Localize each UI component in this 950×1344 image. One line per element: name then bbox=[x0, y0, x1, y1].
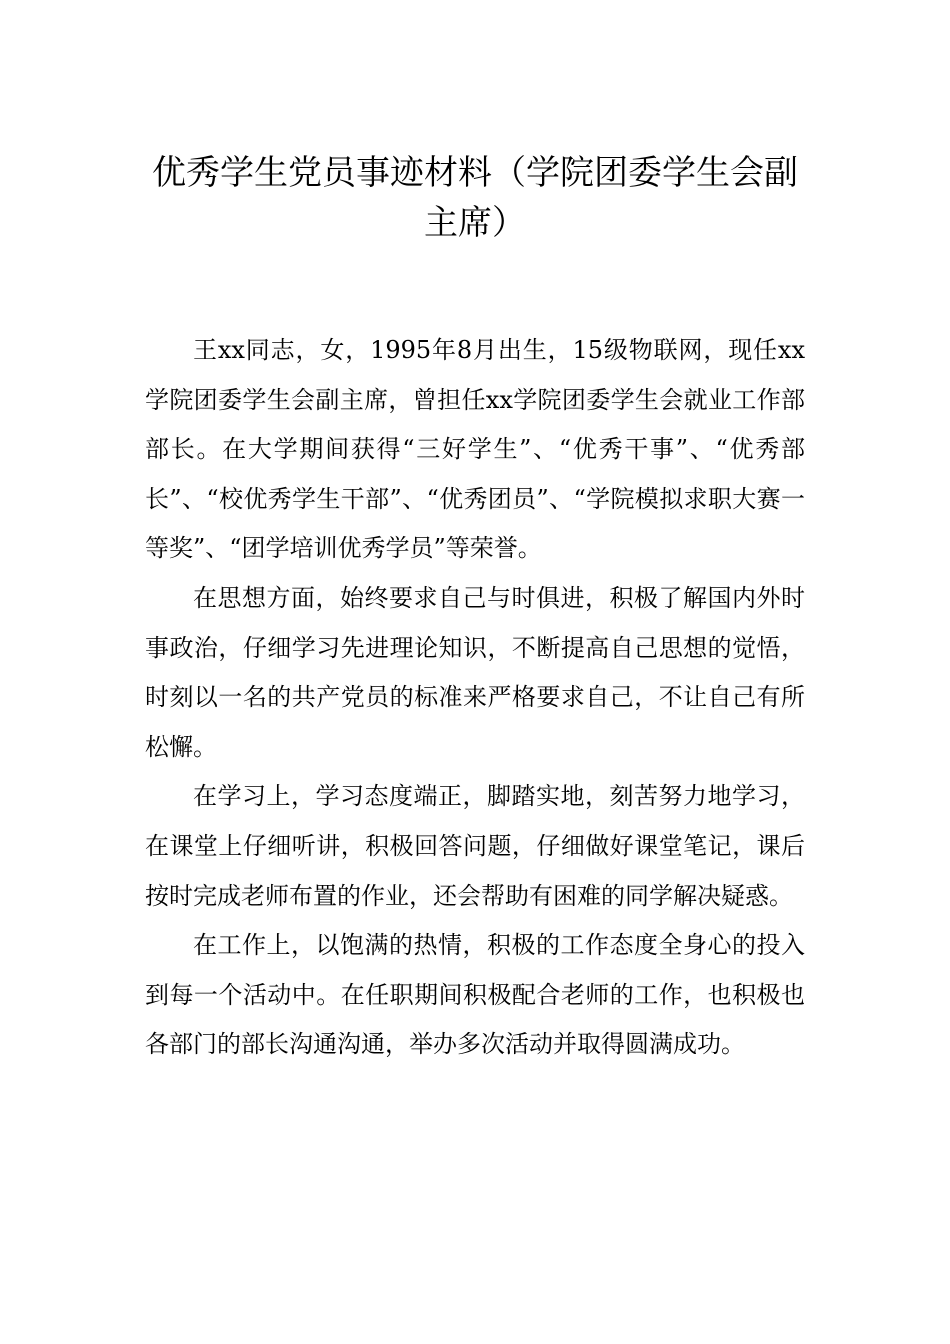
document-title: 优秀学生党员事迹材料（学院团委学生会副主席） bbox=[152, 153, 798, 243]
paragraph-work: 在工作上，以饱满的热情，积极的工作态度全身心的投入到每一个活动中。在任职期间积极配合老师的工作，也积极也各部门的部长沟通沟通，举办多次活动并取得圆满成功。 bbox=[145, 931, 805, 1059]
paragraph-thought: 在思想方面，始终要求自己与时俱进，积极了解国内外时事政治，仔细学习先进理论知识，不断提高自己思想的觉悟，时刻以一名的共产党员的标准来严格要求自己，不让自己有所松懈。 bbox=[145, 583, 805, 761]
document-body bbox=[145, 326, 805, 1070]
paragraph-introduction: 王xx同志，女，1995年8月出生，15级物联网，现任xx学院团委学生会副主席，曾担任xx学院团委学生会就业工作部部长。在大学期间获得“三好学生”、“优秀干事”、“优秀部长”、“校优秀学生干部”、“优秀团员”、“学院模拟求职大赛一等奖”、“团学培训优秀学员”等荣誉。 bbox=[145, 336, 805, 563]
paragraph-study: 在学习上，学习态度端正，脚踏实地，刻苦努力地学习，在课堂上仔细听讲，积极回答问题，仔细做好课堂笔记，课后按时完成老师布置的作业，还会帮助有困难的同学解决疑惑。 bbox=[145, 782, 805, 910]
